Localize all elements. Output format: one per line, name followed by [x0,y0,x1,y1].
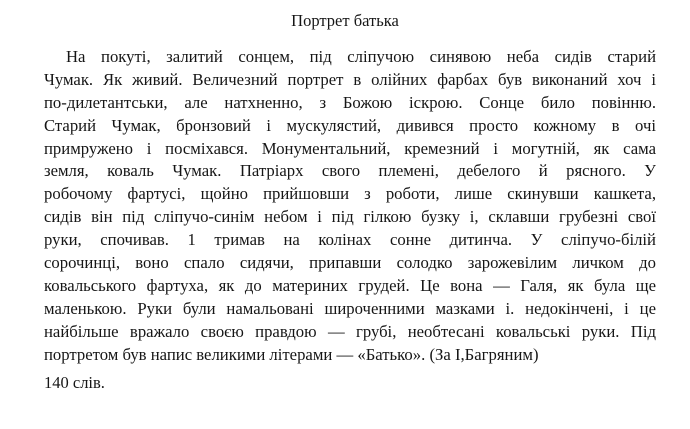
document-title: Портрет батька [291,11,399,30]
text-line: по-дилетантськи, але натхненно, з Божою іскрою. Сонце било повінню. [44,92,656,112]
text-line: сидів він під сліпучо-синім небом і під гілкою бузку і, склавши грубезні свої [44,207,656,227]
text-line: найбільше вражало своєю правдою — грубі, необтесані ковальські руки. Під [44,321,656,341]
text-line: маленькою. Руки були намальовані широченними мазками і. недокінчені, і це [44,298,656,318]
text-line: На покуті, залитий сонцем, під сліпучою синявою неба сидів старий [66,47,656,66]
text-line: ковальського фартуха, як до материних грудей. Це вона — Галя, як була ще [44,275,656,295]
word-count: 140 слів. [44,373,105,392]
text-line: сорочинці, воно спало сидячи, припавши солодко зарожевілим личком до [44,253,656,273]
text-line: руки, спочивав. 1 тримав на колінах сонне дитинча. У сліпучо-білій [44,230,656,250]
text-line: портретом був напис великими літерами — «Батько». (За І,Багряним) [44,344,539,364]
text-line: Чумак. Як живий. Величезний портрет в олійних фарбах був виконаний хоч і [44,69,656,89]
text-line: примружено і посміхався. Монументальний, кремезний і могутній, як сама [44,138,656,158]
text-line: робочому фартусі, щойно прийшовши з роботи, лише скинувши кашкета, [44,184,656,204]
document-body [44,46,656,366]
text-line: земля, коваль Чумак. Патріарх свого племені, дебелого й рясного. У [44,161,656,181]
text-line: Старий Чумак, бронзовий і мускулястий, дивився просто кожному в очі [44,115,656,135]
